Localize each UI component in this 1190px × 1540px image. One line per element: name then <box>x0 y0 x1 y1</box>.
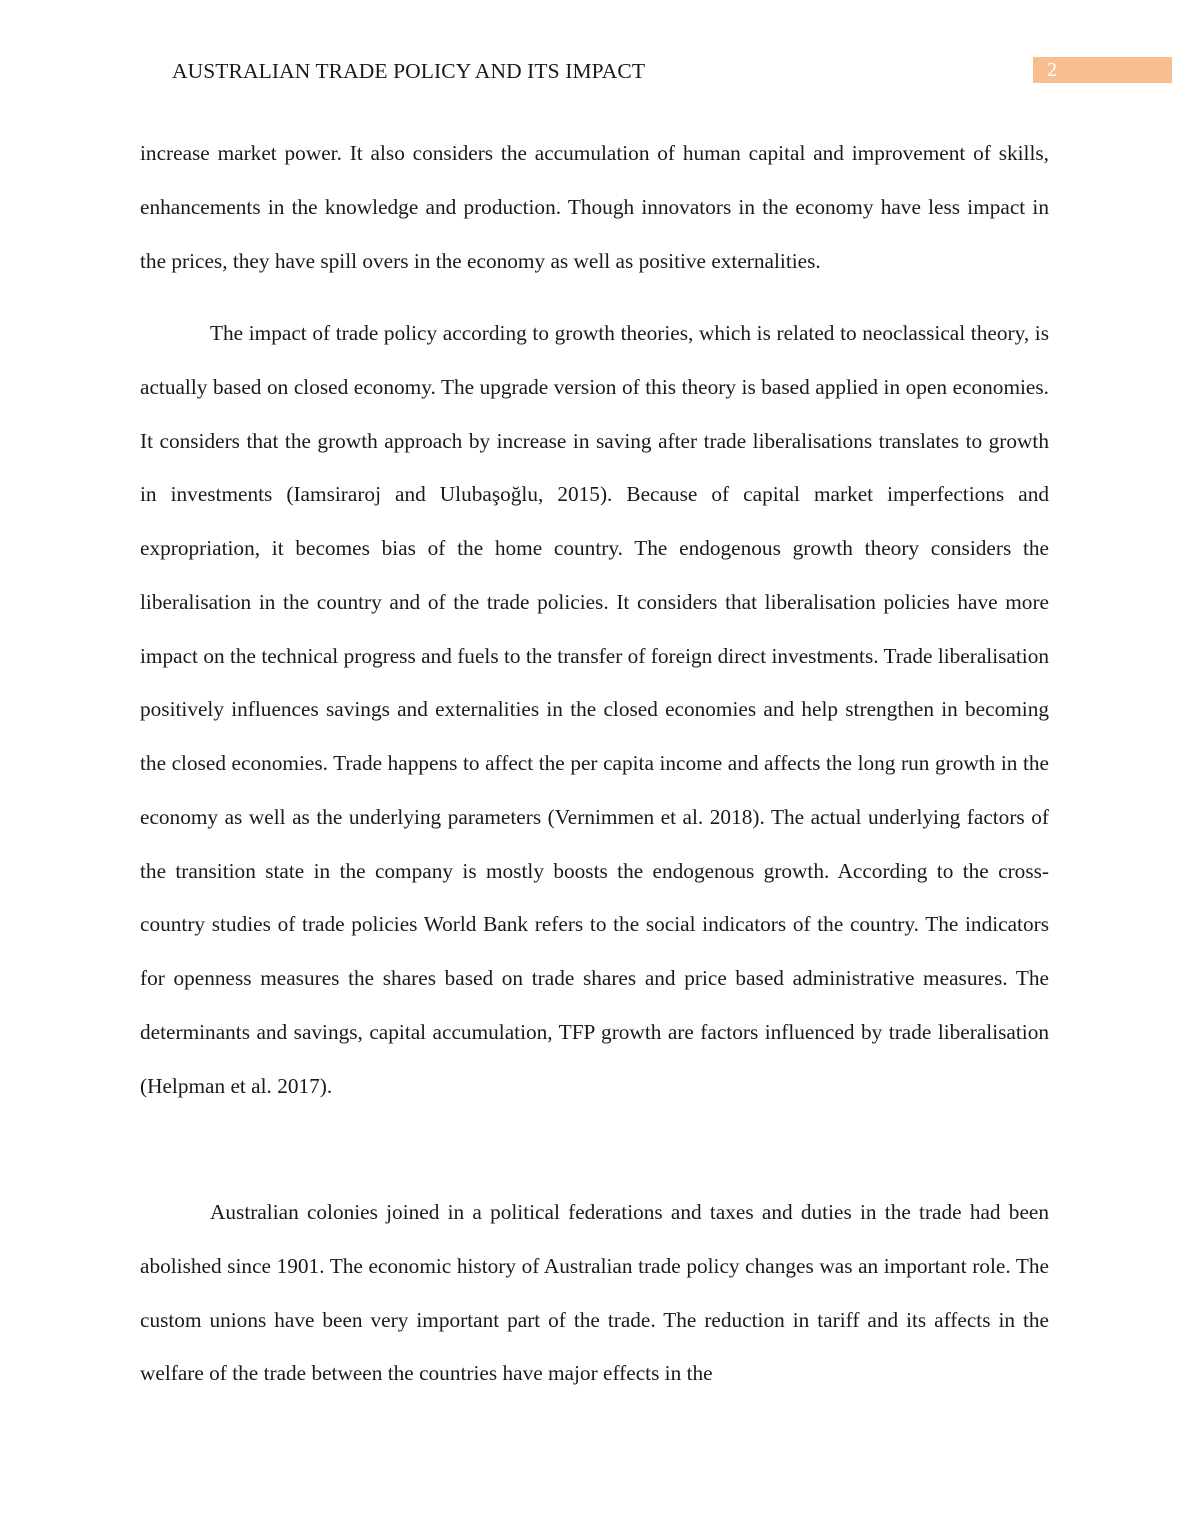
paragraph-2: The impact of trade policy according to growth theories, which is related to neoclassical theory, is actually based on closed economy. The upgrade version of this theory is based applied in open economies. It considers that the growth approach by increase in saving after trade liberalisations translates to growth in investments (Iamsiraroj and Ulubaşoğlu, 2015). Because of capital market imperfections and expropriation, it becomes bias of the home country. The endogenous growth theory considers the liberalisation in the country and of the trade policies. It considers that liberalisation policies have more impact on the technical progress and fuels to the transfer of foreign direct investments. Trade liberalisation positively influences savings and externalities in the closed economies and help strengthen in becoming the closed economies. Trade happens to affect the per capita income and affects the long run growth in the economy as well as the underlying parameters (Vernimmen et al. 2018). The actual underlying factors of the transition state in the company is mostly boosts the endogenous growth. According to the cross-country studies of trade policies World Bank refers to the social indicators of the country. The indicators for openness measures the shares based on trade shares and price based administrative measures. The determinants and savings, capital accumulation, TFP growth are factors influenced by trade liberalisation (Helpman et al. 2017). <box>140 321 1049 1098</box>
running-head-title: AUSTRALIAN TRADE POLICY AND ITS IMPACT <box>172 59 646 83</box>
paragraph-1: increase market power. It also considers the accumulation of human capital and improvement of skills, enhancements in the knowledge and production. Though innovators in the economy have less impact in the prices, they have spill overs in the economy as well as positive externalities. <box>140 141 1049 273</box>
page-number: 2 <box>1033 57 1172 83</box>
paragraph-3: Australian colonies joined in a political federations and taxes and duties in the trade had been abolished since 1901. The economic history of Australian trade policy changes was an important role. The custom unions have been very important part of the trade. The reduction in tariff and its affects in the welfare of the trade between the countries have major effects in the <box>140 1200 1049 1386</box>
